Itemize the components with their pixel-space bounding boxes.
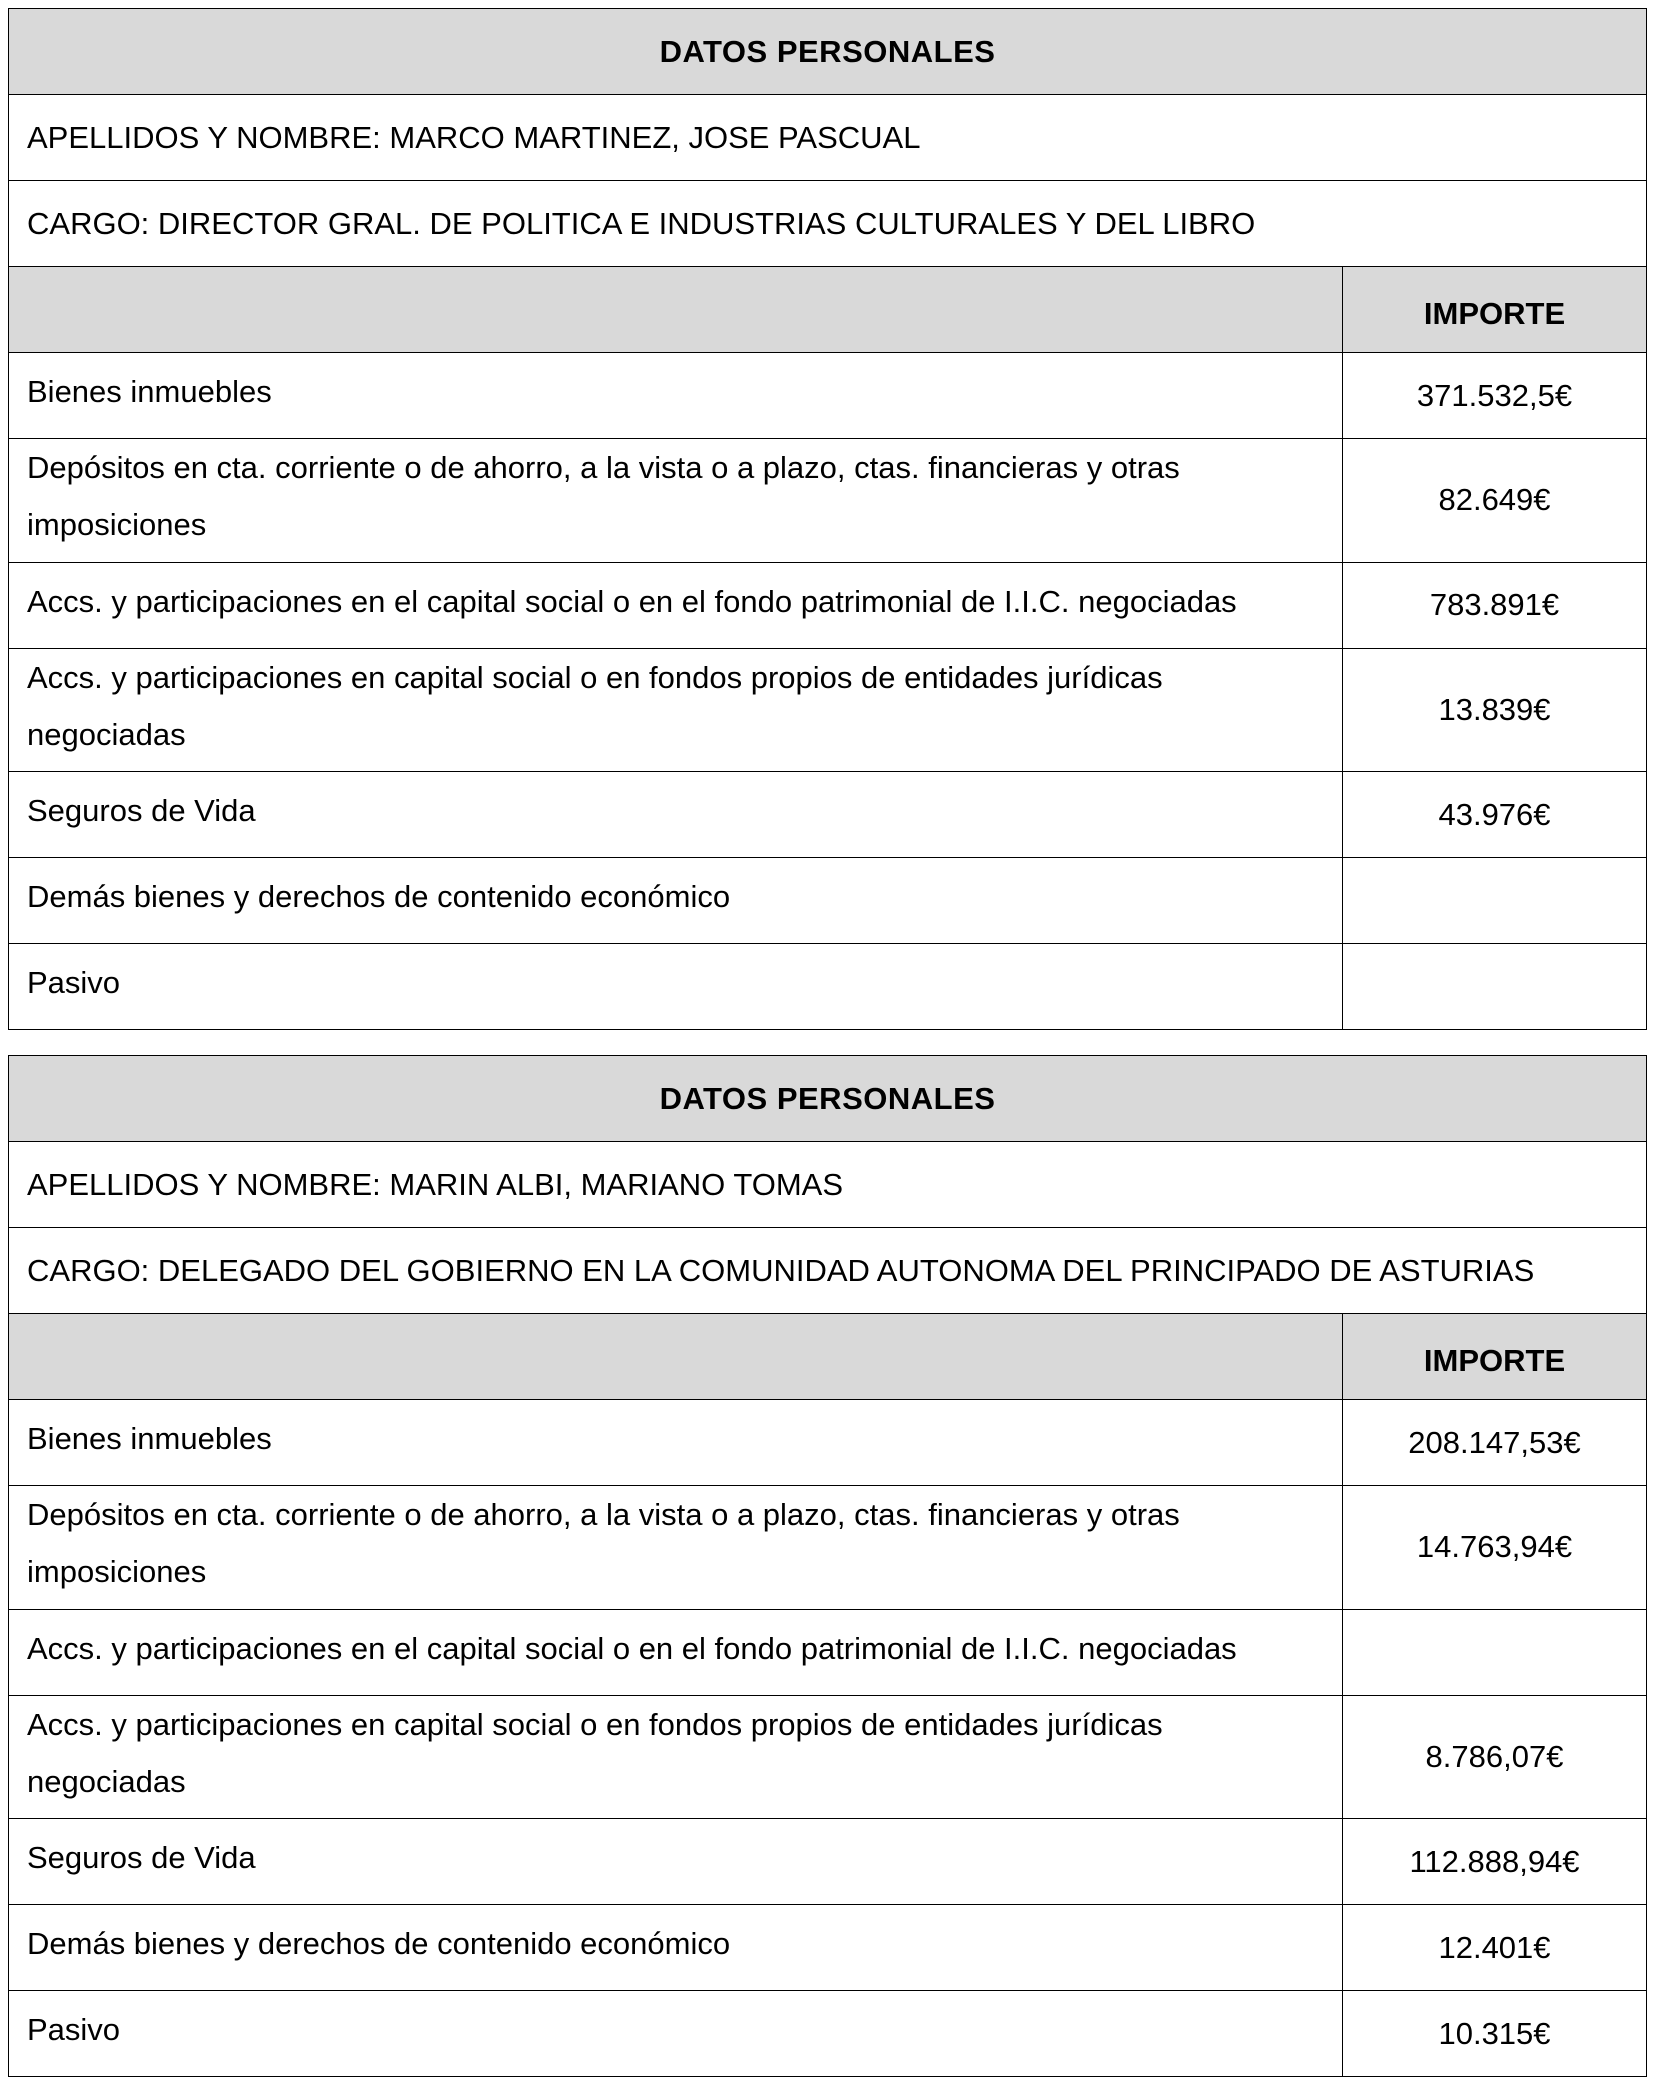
row-value: 14.763,94€ xyxy=(1343,1486,1647,1610)
row-label: Demás bienes y derechos de contenido económico xyxy=(9,858,1343,944)
row-value: 13.839€ xyxy=(1343,648,1647,772)
row-label: Seguros de Vida xyxy=(9,1819,1343,1905)
row-label: Bienes inmuebles xyxy=(9,353,1343,439)
row-value: 8.786,07€ xyxy=(1343,1695,1647,1819)
row-label: Accs. y participaciones en capital social o en fondos propios de entidades jurídicas negociadas xyxy=(9,648,1343,772)
row-value: 43.976€ xyxy=(1343,772,1647,858)
name-line: APELLIDOS Y NOMBRE: MARIN ALBI, MARIANO TOMAS xyxy=(9,1142,1647,1228)
row-label: Depósitos en cta. corriente o de ahorro, a la vista o a plazo, ctas. financieras y otras imposiciones xyxy=(9,439,1343,563)
row-label: Seguros de Vida xyxy=(9,772,1343,858)
table-row xyxy=(9,1991,1647,2077)
row-value: 783.891€ xyxy=(1343,562,1647,648)
table-row xyxy=(9,1695,1647,1819)
row-value: 371.532,5€ xyxy=(1343,353,1647,439)
table-row xyxy=(9,562,1647,648)
importe-header: IMPORTE xyxy=(1343,1314,1647,1400)
row-label: Pasivo xyxy=(9,1991,1343,2077)
row-value: 208.147,53€ xyxy=(1343,1400,1647,1486)
row-label: Bienes inmuebles xyxy=(9,1400,1343,1486)
name-line: APELLIDOS Y NOMBRE: MARCO MARTINEZ, JOSE PASCUAL xyxy=(9,95,1647,181)
table-row xyxy=(9,648,1647,772)
row-value xyxy=(1343,858,1647,944)
table-row xyxy=(9,1400,1647,1486)
row-value: 82.649€ xyxy=(1343,439,1647,563)
table-row xyxy=(9,1609,1647,1695)
declaration-table xyxy=(8,1055,1647,2077)
table-row xyxy=(9,353,1647,439)
row-label: Accs. y participaciones en el capital social o en el fondo patrimonial de I.I.C. negociadas xyxy=(9,1609,1343,1695)
importe-header-blank xyxy=(9,267,1343,353)
table-row xyxy=(9,858,1647,944)
row-label: Depósitos en cta. corriente o de ahorro, a la vista o a plazo, ctas. financieras y otras imposiciones xyxy=(9,1486,1343,1610)
cargo-line: CARGO: DELEGADO DEL GOBIERNO EN LA COMUNIDAD AUTONOMA DEL PRINCIPADO DE ASTURIAS xyxy=(9,1228,1647,1314)
row-value: 112.888,94€ xyxy=(1343,1819,1647,1905)
table-row xyxy=(9,772,1647,858)
row-value: 10.315€ xyxy=(1343,1991,1647,2077)
row-value xyxy=(1343,1609,1647,1695)
table-row xyxy=(9,944,1647,1030)
importe-header: IMPORTE xyxy=(1343,267,1647,353)
row-value: 12.401€ xyxy=(1343,1905,1647,1991)
row-label: Pasivo xyxy=(9,944,1343,1030)
row-label: Demás bienes y derechos de contenido económico xyxy=(9,1905,1343,1991)
declaration-table xyxy=(8,8,1647,1030)
section-header: DATOS PERSONALES xyxy=(9,9,1647,95)
table-row xyxy=(9,1486,1647,1610)
importe-header-blank xyxy=(9,1314,1343,1400)
section-header: DATOS PERSONALES xyxy=(9,1056,1647,1142)
table-row xyxy=(9,439,1647,563)
cargo-line: CARGO: DIRECTOR GRAL. DE POLITICA E INDUSTRIAS CULTURALES Y DEL LIBRO xyxy=(9,181,1647,267)
table-row xyxy=(9,1905,1647,1991)
row-label: Accs. y participaciones en capital social o en fondos propios de entidades jurídicas negociadas xyxy=(9,1695,1343,1819)
table-row xyxy=(9,1819,1647,1905)
row-label: Accs. y participaciones en el capital social o en el fondo patrimonial de I.I.C. negociadas xyxy=(9,562,1343,648)
row-value xyxy=(1343,944,1647,1030)
